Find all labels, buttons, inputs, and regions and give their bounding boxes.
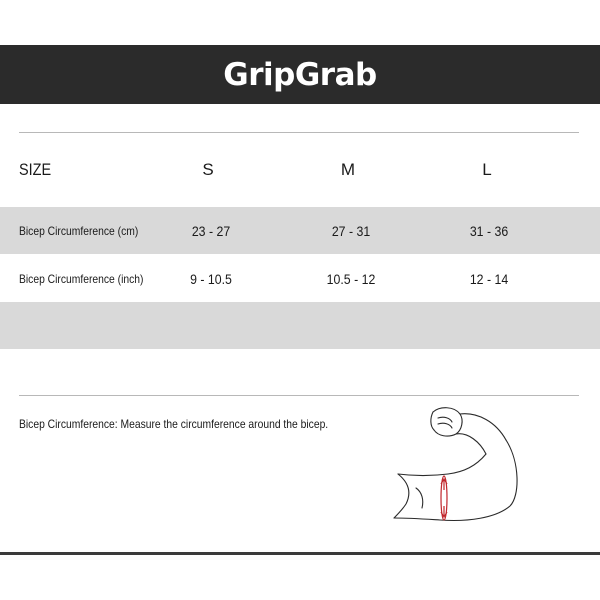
cell-cm-m: 27 - 31 xyxy=(331,222,371,239)
cell-inch-m: 10.5 - 12 xyxy=(326,270,376,287)
bottom-border xyxy=(0,552,600,555)
table-row-empty xyxy=(0,302,600,349)
row-label-cm: Bicep Circumference (cm) xyxy=(19,223,139,238)
size-l-header: L xyxy=(482,160,492,179)
size-s-header: S xyxy=(202,160,214,179)
cell-cm-l: 31 - 36 xyxy=(469,222,509,239)
table-row-cm xyxy=(0,207,600,254)
cell-inch-l: 12 - 14 xyxy=(469,270,509,287)
gripgrab-logo: GripGrab xyxy=(223,56,377,93)
size-column-label: SIZE xyxy=(19,160,52,179)
flexed-arm-icon xyxy=(388,400,528,530)
brand-header xyxy=(0,45,600,104)
measurement-note: Bicep Circumference: Measure the circumference around the bicep. xyxy=(19,417,329,431)
cell-cm-s: 23 - 27 xyxy=(191,222,231,239)
size-m-header: M xyxy=(340,160,356,179)
cell-inch-s: 9 - 10.5 xyxy=(190,270,232,287)
row-label-inch: Bicep Circumference (inch) xyxy=(19,271,144,286)
middle-divider xyxy=(19,395,579,396)
top-divider xyxy=(19,132,579,133)
table-row-inch xyxy=(0,255,600,302)
